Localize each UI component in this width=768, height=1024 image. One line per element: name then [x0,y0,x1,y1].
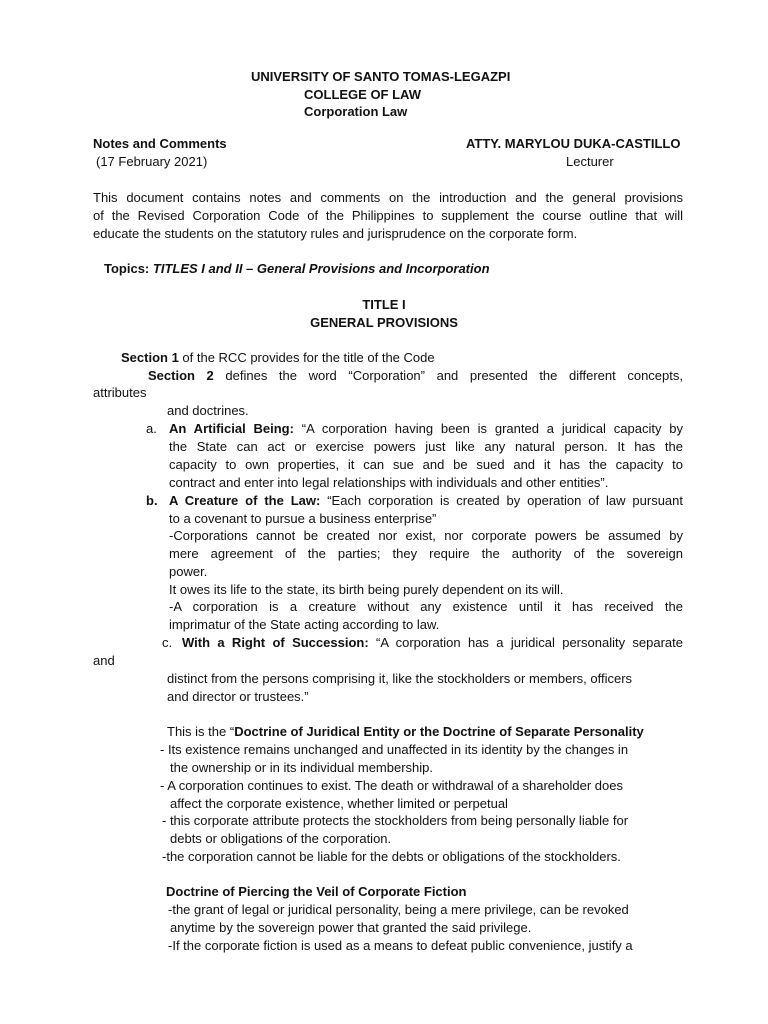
item-a-line: contract and enter into legal relationships with individuals and other entities”. [169,475,609,490]
item-b-heading: A Creature of the Law: [169,493,321,508]
doctrine-1-name: Doctrine of Juridical Entity or the Doctrine of Separate Personality [234,724,644,739]
item-b-line: imprimatur of the State acting according to law. [169,617,440,632]
item-c-line: and [93,653,115,668]
doctrine-1-line: debts or obligations of the corporation. [170,831,392,846]
topics-line [104,260,490,278]
section-2-cont: attributes [93,385,147,400]
section-2-text: defines the word “Corporation” and presented the different concepts, [213,368,683,383]
intro-line: of the Revised Corporation Code of the Philippines to supplement the course outline that will [93,208,683,223]
item-a-heading: An Artificial Being: [169,421,294,436]
item-a-line: capacity to own properties, it can sue and be sued and it has the capacity to [169,457,683,472]
intro-line: This document contains notes and comments on the introduction and the general provisions [93,190,683,205]
item-a-line [169,420,683,438]
doctrine-1-line: - A corporation continues to exist. The death or withdrawal of a shareholder does [160,778,623,793]
college-name: COLLEGE OF LAW [304,87,421,102]
item-a-text: “A corporation having been is granted a juridical capacity by [293,421,683,436]
item-c-line [182,634,683,652]
doctrine-1-line: - this corporate attribute protects the stockholders from being personally liable for [162,813,629,828]
doctrine-1-line: affect the corporate existence, whether limited or perpetual [170,796,508,811]
lecturer-title: Lecturer [566,154,614,169]
doctrine-1-line: -the corporation cannot be liable for the debts or obligations of the stockholders. [162,849,621,864]
item-c-text: “A corporation has a juridical personality separate [368,635,684,650]
item-b-line: -A corporation is a creature without any existence until it has received the [169,599,683,614]
section-2-cont: and doctrines. [167,403,249,418]
topics-label: Topics: [104,261,150,276]
item-c-line: distinct from the persons comprising it, like the stockholders or members, officers [167,671,633,686]
lecturer-name: ATTY. MARYLOU DUKA-CASTILLO [466,136,681,151]
notes-label: Notes and Comments [93,136,227,151]
item-c-heading: With a Right of Succession: [182,635,369,650]
section-1-line [121,349,435,367]
university-name: UNIVERSITY OF SANTO TOMAS-LEGAZPI [251,69,511,84]
item-c-marker: c. [162,635,173,650]
item-b-line: power. [169,564,208,579]
section-1-text: of the RCC provides for the title of the Code [178,350,435,365]
document-date: (17 February 2021) [96,154,208,169]
title-name: GENERAL PROVISIONS [310,315,458,330]
item-a-marker: a. [146,421,157,436]
item-c-line: and director or trustees.” [167,689,309,704]
doctrine-2-line: -If the corporate fiction is used as a means to defeat public convenience, justify a [168,938,633,953]
doctrine-1-prefix: This is the “ [167,724,235,739]
item-b-line: -Corporations cannot be created nor exist, nor corporate powers be assumed by [169,528,683,543]
section-1-label: Section 1 [121,350,179,365]
doctrine-2-line: -the grant of legal or juridical personality, being a mere privilege, can be revoked [168,902,629,917]
doctrine-1-line: - Its existence remains unchanged and unaffected in its identity by the changes in [160,742,629,757]
title-number: TITLE I [362,297,406,312]
item-b-line: It owes its life to the state, its birth being purely dependent on its will. [169,582,564,597]
intro-line: educate the students on the statutory rules and jurisprudence on the corporate form. [93,226,578,241]
doctrine-2-line: anytime by the sovereign power that granted the said privilege. [170,920,532,935]
doctrine-2-heading: Doctrine of Piercing the Veil of Corporate Fiction [166,884,467,899]
item-b-line [169,492,683,510]
section-2-line [148,367,683,385]
item-b-line: mere agreement of the parties; they require the authority of the sovereign [169,546,683,561]
doctrine-1-line [167,723,644,741]
doctrine-1-line: the ownership or in its individual membership. [170,760,434,775]
section-2-label: Section 2 [148,368,214,383]
topics-text: TITLES I and II – General Provisions and Incorporation [152,261,490,276]
course-name: Corporation Law [304,104,408,119]
item-b-text: “Each corporation is created by operation of law pursuant [320,493,683,508]
item-b-marker: b. [146,493,158,508]
item-b-line: to a covenant to pursue a business enterprise” [169,511,437,526]
item-a-line: the State can act or exercise powers just like any natural person. It has the [169,439,683,454]
